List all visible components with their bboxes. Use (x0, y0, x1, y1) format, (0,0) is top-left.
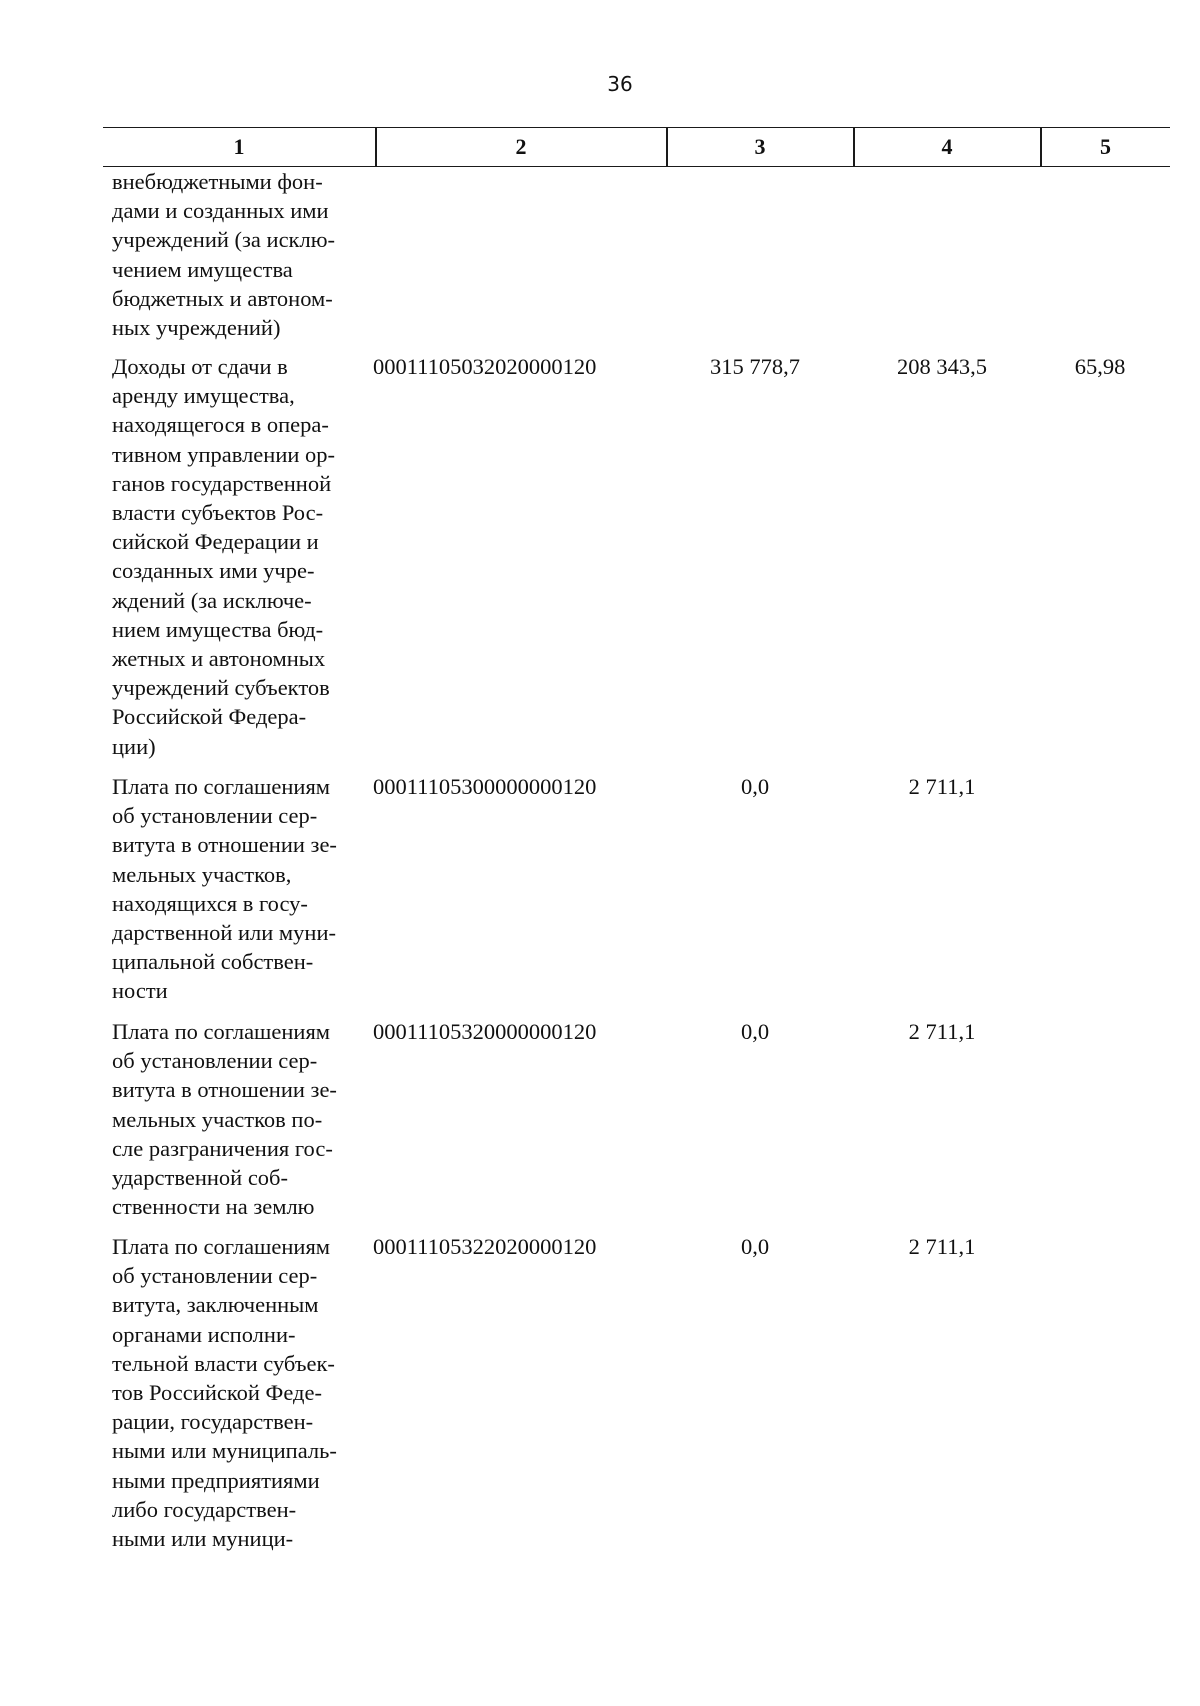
row-value-col3: 0,0 (740, 1019, 770, 1044)
row-value-col3: 0,0 (740, 774, 770, 799)
row-value-col4: 2 711,1 (908, 1019, 976, 1044)
row-description: Доходы от сдачи в аренду имущества, находящегося в опера- тивном управлении ор- ганов государственной власти субъектов Рос- сийской Федерации и созданных ими учре- ждений (за исключе- нием имущества бюд- жетных и автономных учреждений субъектов Российской Федера- ции) (112, 354, 336, 759)
column-header-3: 3 (754, 134, 766, 159)
row-value-col5: 65,98 (1074, 354, 1126, 379)
row-code: 00011105300000000120 (373, 774, 597, 799)
row-code: 00011105032020000120 (373, 354, 597, 379)
row-value-col3: 315 778,7 (710, 354, 800, 379)
row-description: Плата по соглашениям об установлении сер- витута в отношении зе- мельных участков по- сле разграничения гос- ударственной соб- ственности на землю (112, 1019, 337, 1220)
row-description: Плата по соглашениям об установлении сер- витута в отношении зе- мельных участков, находящихся в госу- дарственной или муни- ципальной собствен- ности (112, 774, 337, 1004)
row-value-col3: 0,0 (740, 1234, 770, 1259)
page-number: 36 (607, 72, 633, 96)
row-code: 00011105320000000120 (373, 1019, 597, 1044)
row-value-col4: 2 711,1 (908, 774, 976, 799)
table-header (103, 127, 1170, 167)
column-header-1: 1 (233, 134, 245, 159)
row-value-col4: 208 343,5 (897, 354, 987, 379)
column-header-4: 4 (941, 134, 953, 159)
row-description: Плата по соглашениям об установлении сер- витута, заключенным органами исполни- тельной власти субъек- тов Российской Феде- рации, государствен- ными или муниципаль- ными предприятиями либо государствен- ными или муници- (112, 1234, 337, 1552)
row-code: 00011105322020000120 (373, 1234, 597, 1259)
row-description: внебюджетными фон- дами и созданных ими учреждений (за исклю- чением имущества бюджетных и автоном- ных учреждений) (112, 169, 336, 341)
row-value-col4: 2 711,1 (908, 1234, 976, 1259)
column-header-5: 5 (1100, 134, 1111, 159)
column-header-2: 2 (515, 134, 527, 159)
